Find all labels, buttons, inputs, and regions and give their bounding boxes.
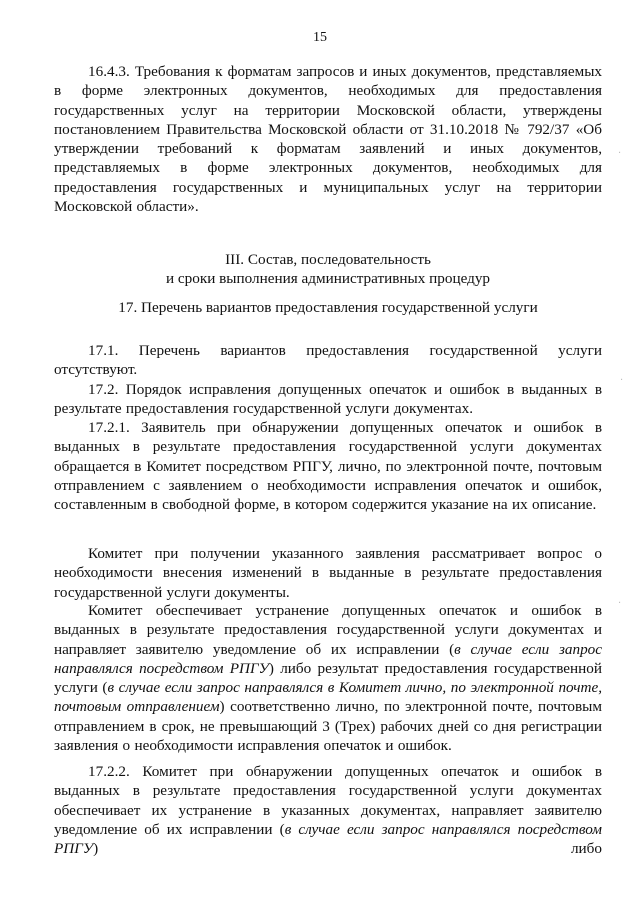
paragraph-17-2-2-italic-1: в случае если запрос направлялся посредством РПГУ [54,820,602,858]
paragraph-16-4-3: 16.4.3. Требования к форматам запросов и иных документов, представляемых в форме электронных документов, необходимых для предоставления государственных услуг на территории Московской области, утверждены постановлением Правительства Московской области от 31.10.2018 № 792/37 «Об утверждении требований к форматам заявлений и иных документов, представляемых в форме электронных документов, необходимых для предоставления государственных и муниципальных услуг на территории Московской области». [54,63,602,216]
section-title-line-2: и сроки выполнения административных процедур [165,270,491,287]
paragraph-17-2-2-text-1: 17.2.2. Комитет при обнаружении допущенных опечаток и ошибок в выданных в результате предоставления государственной услуги документах обеспечивает их устранение в указанных документах, направляет заявителю уведомление об их исправлении ( [54,763,602,838]
committee-correction-text-1: Комитет обеспечивает устранение допущенных опечаток и ошибок в выданных в результате предоставления государственной услуги документах и направляет заявителю уведомление об их исправлении ( [54,602,602,658]
subsection-title: 17. Перечень вариантов предоставления государственной услуги [118,299,538,316]
scan-artifact: · [620,375,624,386]
page-number: 15 [313,30,327,45]
paragraph-17-2-1: 17.2.1. Заявитель при обнаружении допущенных опечаток и ошибок в выданных в результате предоставления государственной услуги документах обращается в Комитет посредством РПГУ, лично, по электронной почте, почтовым отправлением с заявлением о необходимости исправления опечаток и ошибок, составленным в свободной форме, в котором содержится указание на их описание. [54,419,602,514]
paragraph-committee-correction [54,601,602,755]
paragraph-17-2: 17.2. Порядок исправления допущенных опечаток и ошибок в выданных в результате предоставления государственной услуги документах. [54,381,602,418]
committee-correction-italic-2: в случае если запрос направлялся в Комитет лично, по электронной почте, почтовым отправлением [54,679,603,716]
committee-correction-text-3: ) соответственно лично, по электронной почте, почтовым отправлением в срок, не превышающий 3 (Трех) рабочих дней со дня регистрации заявления о необходимости исправления опечаток и ошибок. [54,698,602,755]
committee-correction-italic-1: в случае если запрос направлялся посредством РПГУ [54,640,602,677]
committee-correction-text-2: ) либо результат предоставления государственной услуги ( [54,659,602,697]
scan-artifact: · [618,148,622,159]
paragraph-17-2-2-text-2: ) либо [93,840,602,858]
paragraph-17-2-2 [54,762,602,858]
paragraph-committee-review: Комитет при получении указанного заявления рассматривает вопрос о необходимости внесения изменений в выданные в результате предоставления государственной услуги документы. [54,545,602,601]
paragraph-17-1: 17.1. Перечень вариантов предоставления государственной услуги отсутствуют. [54,342,602,379]
scan-artifact: · [618,598,622,609]
section-title-line-1: III. Состав, последовательность [225,251,431,268]
